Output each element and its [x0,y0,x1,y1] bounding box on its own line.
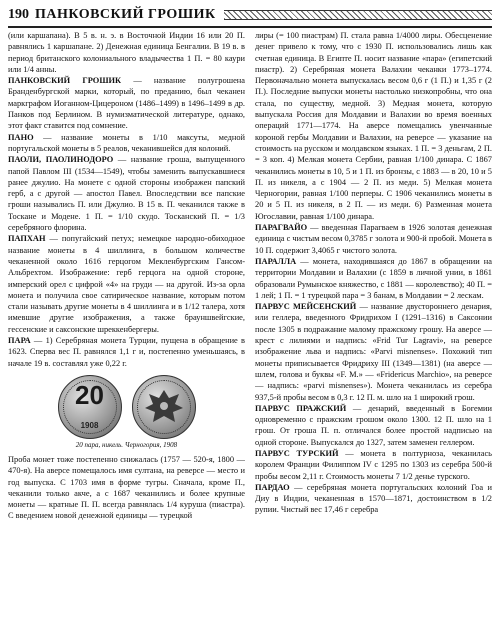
entry-headword: ПАРА [8,336,31,346]
paragraph-continued: Проба монет тоже постепенно снижалась (1757 — 520-я, 1800 — 470-я). На аверсе помещалось имя султана, на реверсе — место и год выпуска. С 1703 имя в форме тугры. Сначала, кроме П., чеканили только акче, а с 1687 чеканились и более крупные монеты — кратные П. П. всегда равнялась 1/4 куруша (пиастра). С введением новой денежной единицы — турецкой [8,454,245,521]
running-header [8,4,492,28]
right-column [255,30,492,642]
entry-definition: — попугайский петух; немецкое народно-обиходное название монеты в 4 шиллинга, в большом количестве чеканенной около 1616 герцогом Мекленбургским Гансом-Альбрехтом. Изображение: герб герцога на одной стороне, имперский орел с цифрой «4» на груди — на другой. Из-за орла монета и получила свое сатирическое название, которым потом стали называть другие монеты в 4 шиллинга и в 1/12 талера, хотя имевшие другие изображения, а также брауншвейгские, гессенские и саксонские шреккенбергеры. [8,234,245,334]
entry-definition: — серебряная монета португальских колоний Гоа и Диу в Индии, чеканенная в 1570—1871, достоинством в 1/2 рупии. Чистый вес 17,46 г серебра [255,482,492,515]
entry-headword: ПАРВУС МЕЙСЕНСКИЙ [255,302,357,312]
dictionary-entry [255,403,492,448]
entry-definition: — название полугрошена Бранденбургской марки, который, по преданию, был чеканен маркграфом Иоганном-Цицероном (1486–1499) в 1496–1499 в др. Панков под Берлином. В нумизматической литературе, однако, этот факт ставится под сомнение. [8,76,245,131]
entry-headword: ПАОЛИ, ПАОЛИНОДОРО [8,155,114,165]
entry-headword: ПАНКОВСКИЙ ГРОШИК [8,76,122,86]
paragraph-continued: лиры (= 100 пиастрам) П. стала равна 1/4000 лиры. Обесценение денег привело к тому, что с 1930 П. использовались лишь как счетная единица. В Египте П. носит название «пара» (египетский пиастр). 2) Серебряная монета Валахии чеканки 1773–1774. Первоначально монета выпускалась весом 0,6 г (1 П.) и 1,35 г (2 П.). Последние выпуски монеты настолько низкопробны, что она стала, по существу, медной. 3) Медная монета, которую выпускала Россия для Молдавии и Валахии во время военных операций 1771—1774. На аверсе помещались увенчанные короной гербы Молдавии и Валахии, на реверсе — указание на стоимость на русском и молдавском языках. 1 П. = 3 деньгам, 2 П. = 3 коп. 4) Мелкая монета Сербии, равная 1/100 динара. С 1867 чеканились монеты в 10, 5 и 1 П. из бронзы, с 1883 — в 20, 10 и 5 П. из никеля, а с 1904 — 2 П. из меди. 5) Мелкая монета Черногории, равная 1/100 перперы. С 1906 чеканились монеты в 20 и 5 П. из никеля, в 2 П. — из меди. 6) Разменная монета Югославии, равная 1/100 динара. [255,31,492,221]
entry-definition: — 1) Серебряная монета Турции, пущена в обращение в 1623. Сперва вес П. равнялся 1,1 г и, постепенно уменьшаясь, в начале 19 в. составлял уже 0,22 г. [8,336,245,368]
entry-headword: ПАПХАН [8,234,46,244]
coin-year: 1908 [80,420,99,430]
entry-headword: ПАНО [8,132,34,142]
entry-definition: — название гроша, выпущенного папой Павлом III (1534—1549), чтобы заменить выпускавшиеся ранее джулио. На монете с одной стороны изображен папский герб, а с другой — апостол Павел. Впоследствии все папские гроши назывались П. или Джулио. В 15 в. П. чеканился также в Тоскане и Модене. 1 П. = 1/10 скудо. Тосканский П. = 1/3 серебряного флорина. [8,155,245,233]
entry-headword: ПАРДАО [255,482,290,492]
coin-obverse-image [132,375,196,439]
dictionary-entry [255,301,492,403]
dictionary-entry [8,233,245,335]
entry-headword: ПАРАГВАЙО [255,223,308,233]
dictionary-entry [8,75,245,131]
dictionary-entry [255,482,492,516]
dictionary-entry [8,132,245,155]
entry-definition: — название двустороннего денария, или геллера, введенного Фридрихом I (1291–1316) в Саксонии после 1305 в подражание малому пражскому грошу. На аверсе — крест с лилиями и надпись: «Frid Tur Lagravi», на реверсе изображение льва и надпись: «Parvi misnenses». Похожий тип монеты приписывается Фридриху III (1349—1381) (на аверсе — шлем, голова и буквы «F. M.» — «Fridericus Marchio», на реверсе — надпись: «parvi misnenses»). Монета чеканилась из серебра 937,5-й пробы весом в 0,3 г. 12 П. м. шло на 1 широкий грош. [255,302,492,402]
entry-headword: ПАРВУС ТУРСКИЙ [255,448,339,458]
dictionary-entry [8,154,245,233]
entry-headword: ПАРАЛЛА [255,256,297,266]
coin-denomination: 20 [75,379,104,410]
dictionary-entry [255,256,492,301]
entry-definition: — название монеты в 1/10 максуты, медной португальской монеты в 5 реалов, чеканившейся для колоний. [8,132,245,153]
entry-definition: — монета, находившаяся до 1867 в обращении на территории Молдавии и Валахии (с 1859 в личной унии, в 1861 образовали Румынское княжество, с 1881 — королевство); 40 П. = 1 лей; 1 П. = 1 турецкой пара = 3 банам, в Молдавии = 2 лескам. [255,256,492,300]
left-column [8,30,245,642]
paragraph-continued: (или каршапана). В 5 в. н. э. в Восточной Индии 16 или 20 П. равнялись 1 каршапане. 2) Денежная единица Бенгалии. В 19 в. в период британского колониального владычества 1 П. = 80 каури или 1/4 анны. [8,31,245,74]
coin-figure [8,375,245,439]
dictionary-entry [255,222,492,256]
page-number: 190 [8,7,29,22]
entry-headword: ПАРВУС ПРАЖСКИЙ [255,403,347,413]
entry-definition: — введенная Парагваем в 1926 золотая денежная единица с чистым весом 0,3785 г золота и 900-й пробой. Монета в 10 П. содержит 3,4065 г чистого золота. [255,223,492,255]
running-title: ПАНКОВСКИЙ ГРОШИК [35,7,216,22]
dictionary-entry [8,335,245,369]
coin-reverse-image [58,375,122,439]
dictionary-entry [255,448,492,482]
eagle-emblem-icon [133,376,195,438]
entry-definition: — монета в полтурноза, чеканилась королем Франции Филиппом IV с 1295 по 1303 из серебра 500-й пробы весом 2,11 г. Стоимость монеты 7 1/2 денье турского. [255,448,492,481]
entry-definition: — денарий, введенный в Богемии одновременно с пражским грошом около 1300. 12 П. шло на 1 грош. От гроша П. п. отличался более простой надписью на одной стороне. Выпускался до 1327, затем заменен геллером. [255,403,492,447]
figure-caption: 20 пара, никель. Черногория, 1908 [75,440,178,449]
header-ornament [224,10,492,20]
